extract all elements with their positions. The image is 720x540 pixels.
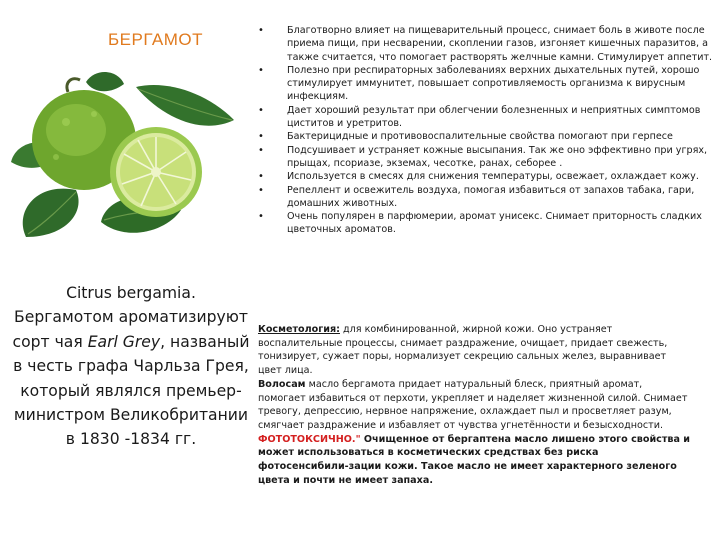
list-item: • Благотворно влияет на пищеварительный процесс, снимает боль в животе после приема пищи, при несварении, скоплении газов, изгоняет кишечных паразитов, а также считается, что помогает растворять желчные камни. Стимулирует аппетит. bbox=[254, 24, 714, 64]
list-item: • Используется в смесях для снижения температуры, освежает, охлаждает кожу. bbox=[254, 170, 714, 183]
caption-text: Бергамотом ароматизируют сорт чая Earl Grey, названый в честь графа Чарльза Грея, который являлся премьер-министром Великобритании в 1830 -1834 гг. bbox=[12, 308, 250, 449]
caption-tea-name: Earl Grey bbox=[87, 332, 161, 351]
hair-paragraph: Волосам масло бергамота придает натуральный блеск, приятный аромат, помогает избавиться от перхоти, укрепляет и наделяет жизненной силой. Снимает тревогу, депрессию, нервное напряжение, охлаждает пыл и просветляет разум, смягчает раздражение и избавляет от чувства угнетённости и безысходности. bbox=[258, 378, 688, 431]
list-item: • Бактерицидные и противовоспалительные свойства помогают при герпесе bbox=[254, 130, 714, 143]
cosmetology-label: Косметология: bbox=[258, 324, 340, 335]
list-item: • Очень популярен в парфюмерии, аромат унисекс. Снимает приторность сладких цветочных ароматов. bbox=[254, 210, 714, 237]
bergamot-image bbox=[6, 62, 238, 262]
cosmetology-section bbox=[258, 323, 692, 487]
list-item: • Дает хороший результат при облегчении болезненных и неприятных симптомов циститов и уретритов. bbox=[254, 104, 714, 131]
list-item: • Полезно при респираторных заболеваниях верхних дыхательных путей, хорошо стимулирует иммунитет, повышает сопротивляемость организма к вирусным инфекциям. bbox=[254, 64, 714, 104]
caption-latin: Citrus bergamia. bbox=[66, 284, 196, 302]
cosmetology-paragraph: Косметология: для комбинированной, жирной кожи. Оно устраняет воспалительные процессы, снимает раздражение, очищает, придает свежесть, тонизирует, сужает поры, нормализует секрецию сальных желез, выравнивает цвет лица. bbox=[258, 324, 668, 377]
warning-paragraph: ФОТОТОКСИЧНО." Очищенное от бергаптена масло лишено этого свойства и может использоваться в косметических средствах без риска фотосенсибили-зации кожи. Такое масло не имеет характерного зеленого цвета и почти не имеет запаха. bbox=[258, 433, 691, 486]
caption bbox=[12, 281, 250, 452]
list-item: • Подсушивает и устраняет кожные высыпания. Так же оно эффективно при угрях, прыщах, псориазе, экземах, чесотке, ранах, себорее . bbox=[254, 144, 714, 171]
list-item: • Репеллент и освежитель воздуха, помогая избавиться от запахов табака, гари, домашних животных. bbox=[254, 184, 714, 211]
warning-label: ФОТОТОКСИЧНО." bbox=[258, 433, 361, 445]
hair-label: Волосам bbox=[258, 378, 306, 390]
page-title: БЕРГАМОТ bbox=[108, 30, 204, 49]
properties-list bbox=[254, 24, 714, 237]
